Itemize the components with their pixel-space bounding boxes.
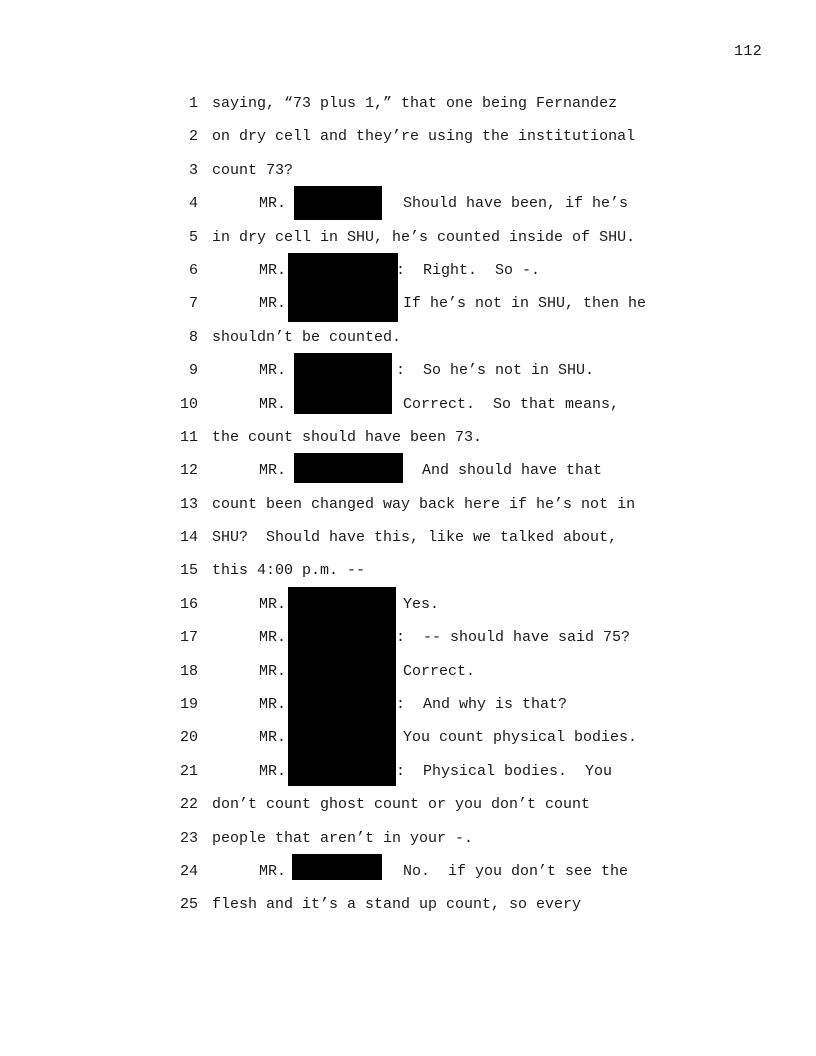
line-number: 17	[179, 629, 198, 647]
redaction-box	[288, 687, 396, 722]
speaker-label: MR.	[259, 195, 287, 213]
line-text: count 73?	[212, 161, 294, 179]
redaction-box	[288, 286, 398, 322]
line-number: 6	[188, 261, 198, 279]
line-number: 7	[188, 295, 198, 313]
transcript-line	[160, 760, 720, 793]
transcript-body	[160, 92, 720, 927]
line-text: people that aren’t in your -.	[212, 829, 474, 847]
line-text: : Right. So -.	[396, 261, 541, 279]
transcript-line	[160, 493, 720, 526]
redaction-box	[292, 854, 382, 880]
transcript-line	[160, 226, 720, 259]
redaction-box	[288, 587, 396, 622]
redaction-box	[294, 353, 392, 389]
transcript-line	[160, 459, 720, 492]
redaction-box	[294, 387, 392, 414]
speaker-label: MR.	[259, 862, 287, 880]
transcript-line	[160, 559, 720, 592]
line-text: : Physical bodies. You	[396, 762, 613, 780]
line-text: Correct.	[403, 662, 476, 680]
redaction-box	[294, 453, 403, 483]
line-number: 4	[188, 195, 198, 213]
line-text: And should have that	[422, 462, 603, 480]
transcript-line	[160, 292, 720, 325]
line-text: Yes.	[403, 595, 440, 613]
transcript-line	[160, 326, 720, 359]
page-number: 112	[734, 43, 762, 60]
transcript-line	[160, 259, 720, 292]
line-text: saying, “73 plus 1,” that one being Fernandez	[212, 95, 618, 112]
transcript-line	[160, 793, 720, 826]
transcript-line	[160, 593, 720, 626]
transcript-line	[160, 726, 720, 759]
transcript-line	[160, 426, 720, 459]
speaker-label: MR.	[259, 729, 287, 747]
line-number: 10	[179, 395, 198, 413]
transcript-line	[160, 92, 720, 125]
transcript-line	[160, 626, 720, 659]
transcript-line	[160, 660, 720, 693]
line-number: 18	[179, 662, 198, 680]
redaction-box	[288, 754, 396, 786]
line-number: 5	[188, 228, 198, 246]
speaker-label: MR.	[259, 629, 287, 647]
line-text: Should have been, if he’s	[403, 195, 629, 213]
line-number: 13	[179, 495, 198, 513]
line-number: 20	[179, 729, 198, 747]
speaker-label: MR.	[259, 295, 287, 313]
line-number: 21	[179, 762, 198, 780]
transcript-line	[160, 192, 720, 225]
line-text: You count physical bodies.	[403, 729, 638, 747]
transcript-line	[160, 893, 720, 926]
line-text: If he’s not in SHU, then he	[403, 295, 647, 313]
redaction-box	[288, 720, 396, 755]
line-number: 2	[188, 128, 198, 146]
line-text: the count should have been 73.	[212, 428, 483, 446]
line-number: 8	[188, 328, 198, 346]
line-text: don’t count ghost count or you don’t count	[212, 796, 591, 814]
speaker-label: MR.	[259, 696, 287, 714]
line-text: this 4:00 p.m. --	[212, 562, 366, 580]
line-text: : So he’s not in SHU.	[396, 362, 595, 380]
line-number: 9	[188, 362, 198, 380]
line-number: 16	[179, 595, 198, 613]
redaction-box	[288, 253, 398, 288]
redaction-box	[288, 620, 396, 655]
line-number: 3	[188, 161, 198, 179]
line-text: : And why is that?	[396, 696, 568, 714]
line-number: 25	[179, 896, 198, 914]
line-number: 15	[179, 562, 198, 580]
line-number: 12	[179, 462, 198, 480]
line-text: count been changed way back here if he’s not in	[212, 495, 636, 513]
speaker-label: MR.	[259, 595, 287, 613]
speaker-label: MR.	[259, 762, 287, 780]
speaker-label: MR.	[259, 362, 287, 380]
speaker-label: MR.	[259, 261, 287, 279]
line-text: on dry cell and they’re using the institutional	[212, 128, 636, 146]
transcript-line	[160, 827, 720, 860]
transcript-line	[160, 125, 720, 158]
line-number: 24	[179, 862, 198, 880]
line-number: 14	[179, 529, 198, 547]
line-number: 22	[179, 796, 198, 814]
line-number: 19	[179, 696, 198, 714]
redaction-box	[294, 186, 382, 220]
line-text: shouldn’t be counted.	[212, 328, 402, 346]
transcript-line	[160, 159, 720, 192]
transcript-line	[160, 860, 720, 893]
line-text: : -- should have said 75?	[396, 629, 631, 647]
line-number: 11	[179, 428, 198, 446]
redaction-box	[288, 654, 396, 689]
line-text: No. if you don’t see the	[403, 862, 629, 880]
line-number: 23	[179, 829, 198, 847]
line-number: 1	[188, 95, 198, 112]
speaker-label: MR.	[259, 662, 287, 680]
transcript-line	[160, 359, 720, 392]
line-text: flesh and it’s a stand up count, so every	[212, 896, 582, 914]
transcript-line	[160, 693, 720, 726]
line-text: in dry cell in SHU, he’s counted inside of SHU.	[212, 228, 636, 246]
line-text: Correct. So that means,	[403, 395, 620, 413]
speaker-label: MR.	[259, 395, 287, 413]
transcript-line	[160, 526, 720, 559]
speaker-label: MR.	[259, 462, 287, 480]
line-text: SHU? Should have this, like we talked about,	[212, 529, 618, 547]
transcript-line	[160, 393, 720, 426]
